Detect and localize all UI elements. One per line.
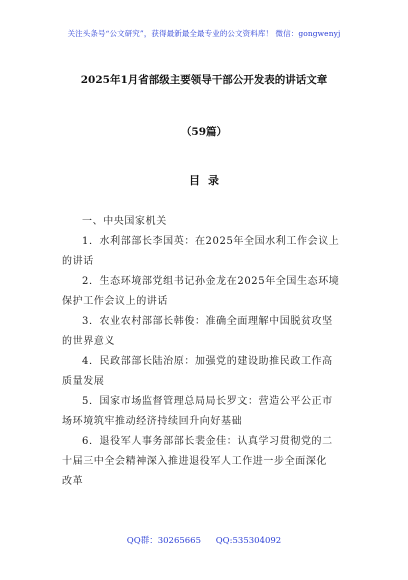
toc-item-4-line-2: 质量发展	[62, 376, 105, 387]
toc-item-6-line-2: 十届三中全会精神深入推进退役军人工作进一步全面深化	[62, 456, 327, 467]
footer-qq-group: QQ群：30265665	[126, 536, 201, 546]
header-banner: 关注头条号“公文研究”，获得最新最全最专业的公文资料库！ 微信：gongwenyj	[67, 29, 341, 38]
toc-item-6-line-1: 6．退役军人事务部部长裴金佳：认真学习贯彻党的二	[82, 436, 333, 447]
toc-item-2-line-2: 保护工作会议上的讲话	[62, 296, 168, 307]
document-title: 2025年1月省部级主要领导干部公开发表的讲话文章	[80, 74, 328, 86]
footer-qq: QQ:535304092	[215, 536, 282, 546]
toc-section-heading: 一、中央国家机关	[82, 216, 167, 227]
toc-item-2-line-1: 2．生态环境部党组书记孙金龙在2025年全国生态环境	[82, 276, 340, 287]
footer-contact	[0, 534, 408, 546]
toc-item-1-line-1: 1．水利部部长李国英：在2025年全国水利工作会议上	[82, 236, 340, 247]
toc-item-6-line-3: 改革	[62, 476, 84, 487]
toc-heading: 目录	[189, 174, 227, 187]
toc-item-3-line-1: 3．农业农村部部长韩俊：准确全面理解中国脱贫攻坚	[82, 316, 333, 327]
article-count: （59篇）	[180, 126, 228, 138]
toc-item-1-line-2: 的讲话	[62, 256, 94, 267]
toc-item-4-line-1: 4．民政部部长陆治原：加强党的建设助推民政工作高	[82, 356, 333, 367]
table-of-contents	[62, 212, 358, 492]
toc-item-5-line-2: 场环境筑牢推动经济持续回升向好基础	[62, 416, 243, 427]
toc-item-3-line-2: 的世界意义	[62, 336, 115, 347]
toc-item-5-line-1: 5．国家市场监督管理总局局长罗文：营造公平公正市	[82, 396, 333, 407]
